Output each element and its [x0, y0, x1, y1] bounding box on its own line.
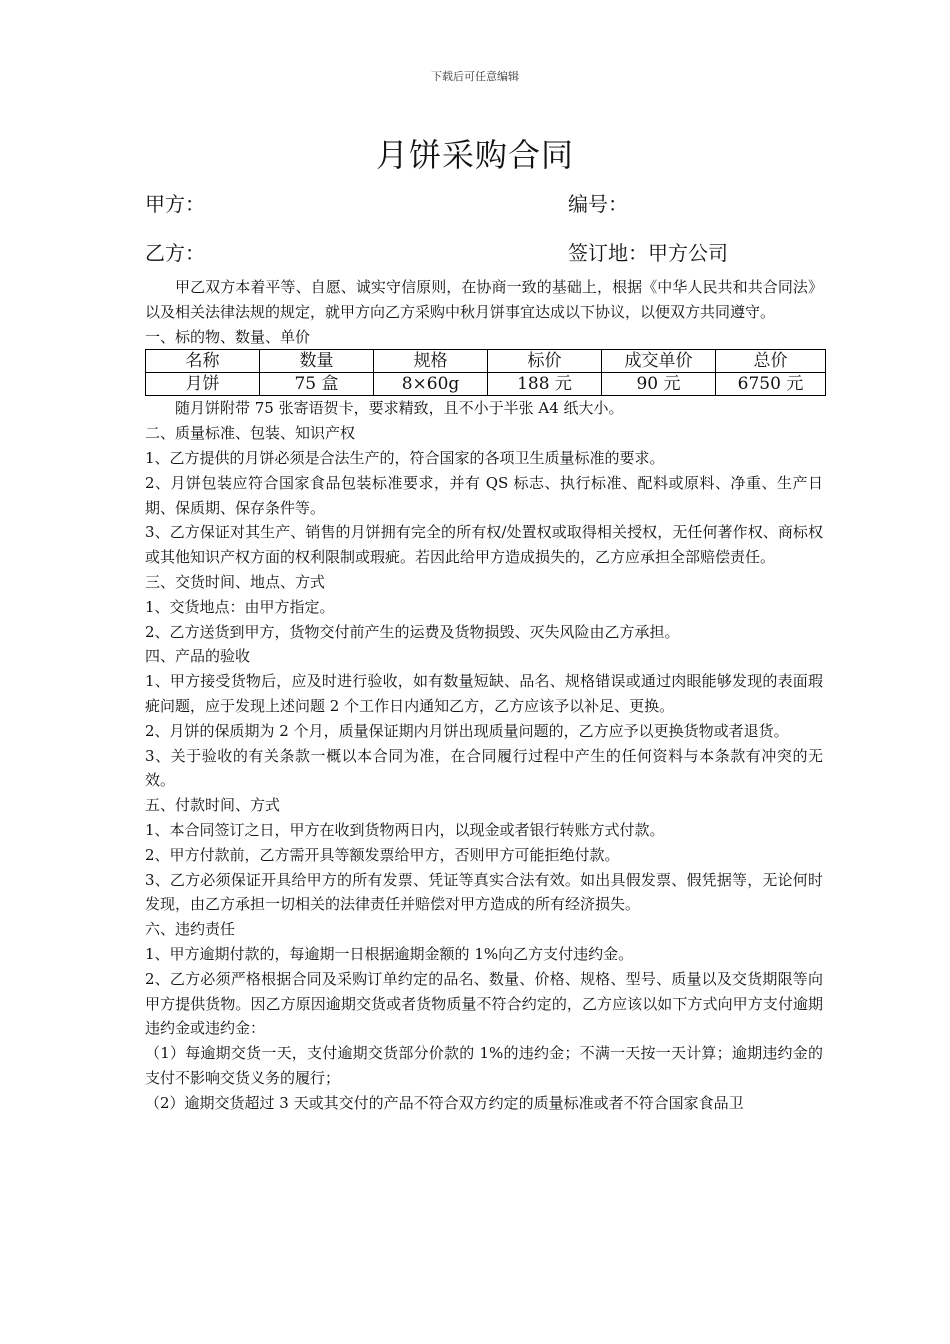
section-heading: 五、付款时间、方式 — [145, 796, 281, 815]
contract-body — [145, 275, 823, 1116]
table-header-cell: 数量 — [260, 350, 374, 373]
table-row — [146, 373, 826, 396]
table-cell: 8×60g — [374, 373, 488, 396]
clause: 2、乙方必须严格根据合同及采购订单约定的品名、数量、价格、规格、型号、质量以及交货期限等向甲方提供货物。因乙方原因逾期交货或者货物质量不符合约定的，乙方应该以如下方式向甲方支付逾期违约金或违约金： — [145, 969, 823, 1038]
table-header-cell: 总价 — [716, 350, 826, 373]
table-cell: 90 元 — [602, 373, 716, 396]
clause: 3、关于验收的有关条款一概以本合同为准，在合同履行过程中产生的任何资料与本条款有冲突的无效。 — [145, 746, 823, 790]
party-a-row — [145, 188, 825, 217]
header-note: 下载后可任意编辑 — [431, 70, 519, 83]
contract-number-label: 编号： — [568, 192, 628, 216]
clause: 3、乙方保证对其生产、销售的月饼拥有完全的所有权/处置权或取得相关授权，无任何著作权、商标权或其他知识产权方面的权利限制或瑕疵。若因此给甲方造成损失的，乙方应承担全部赔偿责任。 — [145, 523, 823, 567]
sign-place: 签订地：甲方公司 — [568, 241, 728, 265]
clause: 1、交货地点：由甲方指定。 — [145, 597, 335, 616]
clause: 1、乙方提供的月饼必须是合法生产的，符合国家的各项卫生质量标准的要求。 — [145, 448, 665, 467]
section-heading: 六、违约责任 — [145, 920, 236, 939]
clause: 2、乙方送货到甲方，货物交付前产生的运费及货物损毁、灭失风险由乙方承担。 — [145, 622, 680, 641]
table-header-row — [146, 350, 826, 373]
party-a-label: 甲方： — [145, 192, 205, 216]
clause: 2、月饼包装应符合国家食品包装标准要求，并有 QS 标志、执行标准、配料或原料、净重、生产日期、保质期、保存条件等。 — [145, 473, 823, 517]
clause: 2、甲方付款前，乙方需开具等额发票给甲方，否则甲方可能拒绝付款。 — [145, 845, 620, 864]
party-b-label: 乙方： — [145, 241, 205, 265]
clause: （1）每逾期交货一天，支付逾期交货部分价款的 1%的违约金；不满一天按一天计算；逾期违约金的支付不影响交货义务的履行； — [145, 1044, 823, 1087]
section-heading: 三、交货时间、地点、方式 — [145, 572, 326, 591]
table-cell: 6750 元 — [716, 373, 826, 396]
table-note: 随月饼附带 75 张寄语贺卡，要求精致，且不小于半张 A4 纸大小。 — [175, 399, 624, 418]
clause: 1、甲方逾期付款的，每逾期一日根据逾期金额的 1%向乙方支付违约金。 — [145, 944, 634, 963]
table-cell: 188 元 — [488, 373, 602, 396]
table-cell: 75 盒 — [260, 373, 374, 396]
section-heading: 二、质量标准、包装、知识产权 — [145, 424, 356, 443]
clause: 1、甲方接受货物后，应及时进行验收，如有数量短缺、品名、规格错误或通过肉眼能够发现的表面瑕疵问题，应于发现上述问题 2 个工作日内通知乙方，乙方应该予以补足、更换。 — [145, 672, 823, 715]
intro-paragraph: 甲乙双方本着平等、自愿、诚实守信原则，在协商一致的基础上，根据《中华人民共和共合同法》以及相关法律法规的规定，就甲方向乙方采购中秋月饼事宜达成以下协议，以便双方共同遵守。 — [145, 278, 823, 321]
goods-table — [145, 349, 826, 396]
party-b-row — [145, 237, 825, 266]
table-cell: 月饼 — [146, 373, 260, 396]
clause: 3、乙方必须保证开具给甲方的所有发票、凭证等真实合法有效。如出具假发票、假凭据等，无论何时发现，由乙方承担一切相关的法律责任并赔偿对甲方造成的所有经济损失。 — [145, 870, 823, 914]
table-header-cell: 成交单价 — [602, 350, 716, 373]
table-header-cell: 标价 — [488, 350, 602, 373]
section-heading: 四、产品的验收 — [145, 647, 251, 666]
section-heading: 一、标的物、数量、单价 — [145, 327, 311, 346]
table-header-cell: 名称 — [146, 350, 260, 373]
clause: （2）逾期交货超过 3 天或其交付的产品不符合双方约定的质量标准或者不符合国家食品卫 — [145, 1093, 744, 1112]
clause: 2、月饼的保质期为 2 个月，质量保证期内月饼出现质量问题的，乙方应予以更换货物或者退货。 — [145, 721, 789, 740]
clause: 1、本合同签订之日，甲方在收到货物两日内，以现金或者银行转账方式付款。 — [145, 820, 665, 839]
table-header-cell: 规格 — [374, 350, 488, 373]
document-title: 月饼采购合同 — [375, 136, 574, 174]
